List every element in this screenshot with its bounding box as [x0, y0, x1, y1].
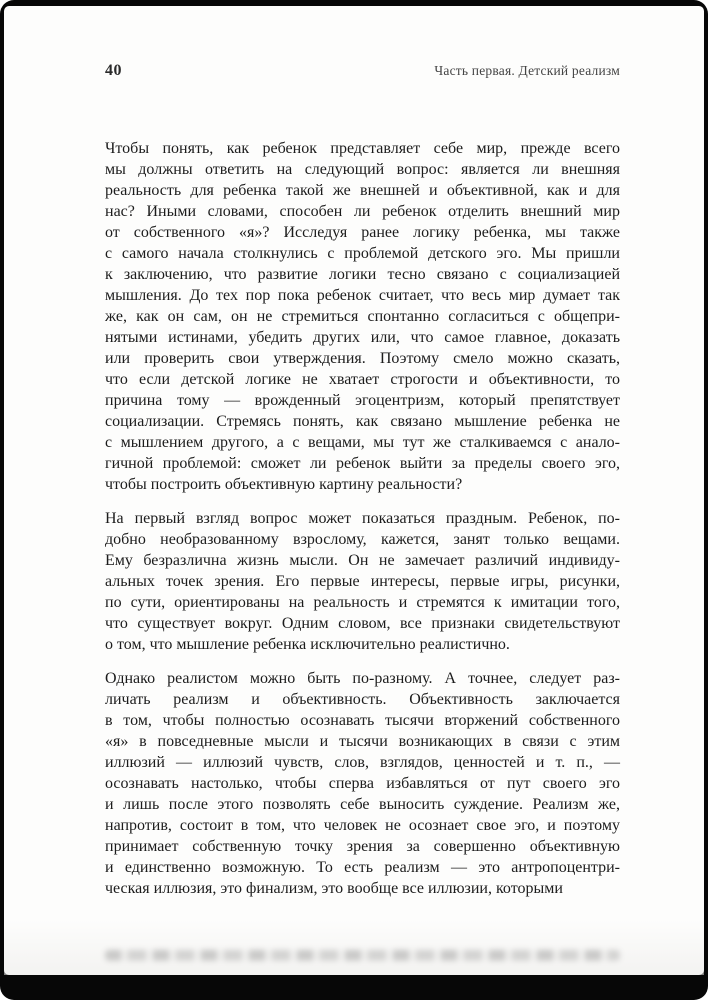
text-line: осознавать настолько, чтобы сперва избавляться от пут своего эго — [105, 775, 620, 792]
paragraph — [105, 138, 620, 495]
text-line: с самого начала столкнулись с проблемой детского эго. Мы пришли — [105, 245, 620, 262]
text-line: же, как он сам, он не стремиться спонтанно согласиться с общепри- — [105, 308, 620, 325]
text-line: добно необразованному взрослому, кажется, занят только вещами. — [105, 531, 620, 548]
text-line: от собственного «я»? Исследуя ранее логику ребенка, мы также — [105, 224, 620, 241]
paragraph — [105, 508, 620, 655]
text-line: с мышлением другого, а с вещами, мы тут же сталкиваемся с анало- — [105, 434, 620, 451]
text-line: иллюзий — иллюзий чувств, слов, взглядов, ценностей и т. п., — — [105, 754, 620, 771]
text-line: Чтобы понять, как ребенок представляет себе мир, прежде всего — [105, 140, 620, 157]
text-line: и единственно возможную. То есть реализм — это антропоцентри- — [105, 859, 620, 876]
text-line: что существует вокруг. Одним словом, все признаки свидетельствуют — [105, 615, 620, 632]
text-line: «я» в повседневные мысли и тысячи возникающих в связи с этим — [105, 733, 620, 750]
text-line: или проверить свои утверждения. Поэтому смело можно сказать, — [105, 350, 620, 367]
text-line: чтобы построить объективную картину реальности? — [105, 476, 463, 493]
text-line: альных точек зрения. Его первые интересы, первые игры, рисунки, — [105, 573, 620, 590]
text-line: личать реализм и объективность. Объективность заключается — [105, 691, 620, 708]
text-line: ческая иллюзия, это финализм, это вообще все иллюзии, которыми — [105, 880, 563, 897]
text-line: напротив, состоит в том, что человек не осознает свое эго, и поэтому — [105, 817, 620, 834]
text-line: мы должны ответить на следующий вопрос: является ли внешняя — [105, 161, 620, 178]
text-line: что если детской логике не хватает строгости и объективности, то — [105, 371, 620, 388]
blurred-bottom-text-artifact — [105, 950, 620, 961]
text-line: нятыми истинами, убедить других или, что самое главное, доказать — [105, 329, 620, 346]
page-number: 40 — [105, 62, 122, 79]
running-header: Часть первая. Детский реализм — [434, 63, 620, 78]
text-line: На первый взгляд вопрос может показаться праздным. Ребенок, по- — [105, 510, 620, 527]
text-line: мышления. До тех пор пока ребенок считает, что весь мир думает так — [105, 287, 620, 304]
page-content-area — [4, 6, 704, 899]
text-line: Ему безразлична жизнь мысли. Он не замечает различий индивиду- — [105, 552, 620, 569]
text-line: гичной проблемой: сможет ли ребенок выйти за пределы своего эго, — [105, 455, 620, 472]
page-header — [105, 62, 620, 80]
body-text — [105, 138, 620, 899]
text-line: социализации. Стремясь понять, как связано мышление ребенка не — [105, 413, 620, 430]
text-line: по сути, ориентированы на реальность и стремятся к имитации того, — [105, 594, 620, 611]
text-line: и лишь после этого позволять себе выносить суждение. Реализм же, — [105, 796, 620, 813]
text-line: принимает собственную точку зрения за совершенно объективную — [105, 838, 620, 855]
text-line: причина тому — врожденный эгоцентризм, который препятствует — [105, 392, 620, 409]
text-line: нас? Иными словами, способен ли ребенок отделить внешний мир — [105, 203, 620, 220]
paragraph — [105, 668, 620, 899]
text-line: Однако реалистом можно быть по-разному. А точнее, следует раз- — [105, 670, 620, 687]
text-line: о том, что мышление ребенка исключительно реалистично. — [105, 636, 510, 653]
text-line: в том, чтобы полностью осознавать тысячи вторжений собственного — [105, 712, 620, 729]
text-line: реальность для ребенка такой же внешней и объективной, как и для — [105, 182, 620, 199]
book-page — [4, 6, 704, 975]
text-line: к заключению, что развитие логики тесно связано с социализацией — [105, 266, 620, 283]
